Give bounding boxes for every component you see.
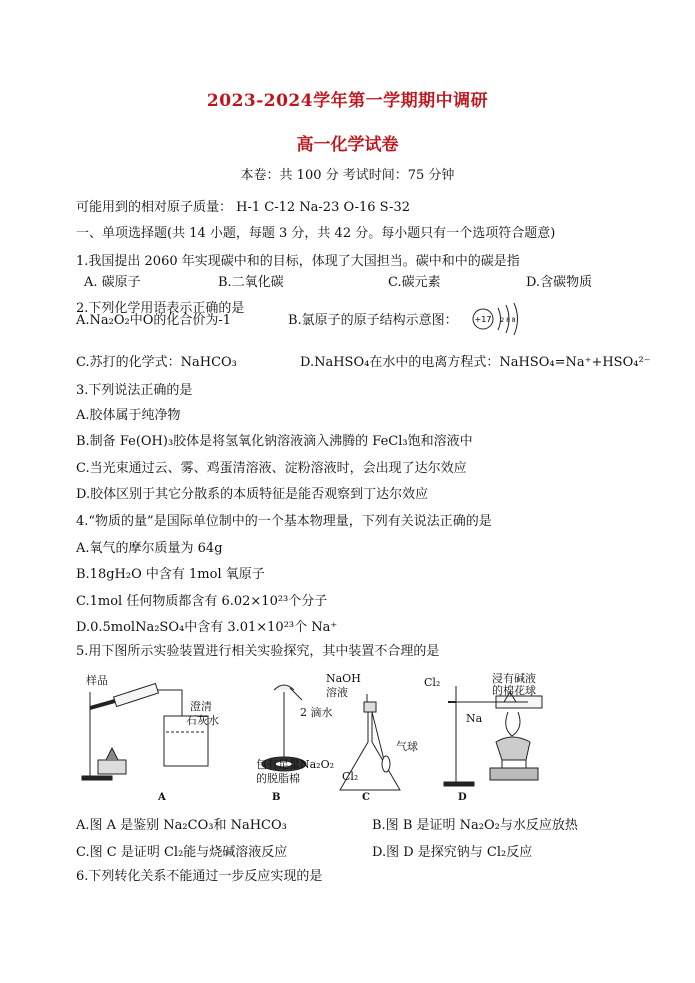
q5-option-a: A.图 A 是鉴别 Na₂CO₃和 NaHCO₃	[76, 818, 287, 833]
apparatus-d	[444, 686, 542, 786]
q3-option-d: D.胶体区别于其它分散系的本质特征是能否观察到丁达尔效应	[76, 487, 429, 502]
q4-option-d: D.0.5molNa₂SO₄中含有 3.01×10²³个 Na⁺	[76, 620, 338, 635]
apparatus-a	[82, 683, 208, 780]
q3-stem: 3.下列说法正确的是	[76, 383, 193, 398]
fig-d-cl2-label: Cl₂	[424, 676, 441, 689]
q4-option-b: B.18gH₂O 中含有 1mol 氧原子	[76, 567, 265, 582]
q5-apparatus-figure	[78, 672, 588, 804]
fig-label-c: C	[362, 792, 370, 803]
atomic-mass-line: 可能用到的相对原子质量： H-1 C-12 Na-23 O-16 S-32	[76, 200, 410, 215]
fig-label-a: A	[158, 792, 166, 803]
fig-label-d: D	[458, 792, 467, 803]
exam-subtitle: 高一化学试卷	[296, 135, 399, 155]
q4-option-c: C.1mol 任何物质都含有 6.02×10²³个分子	[76, 594, 328, 609]
fig-a-sample-label: 样品	[86, 674, 108, 687]
fig-b-cotton-label-2: 的脱脂棉	[256, 772, 300, 785]
diagram-shell-counts: 2 8 8	[500, 317, 516, 324]
fig-d-cotton-label-2: 的棉花球	[492, 684, 536, 697]
fig-a-limewater-label-2: 石灰水	[186, 714, 219, 727]
diagram-nucleus-label: +17	[474, 315, 492, 324]
fig-b-water-label: 2 滴水	[300, 706, 333, 719]
q5-stem: 5.用下图所示实验装置进行相关实验探究，其中装置不合理的是	[76, 644, 440, 659]
q2-option-c: C.苏打的化学式：NaHCO₃	[76, 355, 237, 370]
q5-option-c: C.图 C 是证明 Cl₂能与烧碱溶液反应	[76, 845, 288, 860]
fig-label-b: B	[272, 792, 281, 803]
chlorine-atom-structure-diagram	[470, 302, 530, 336]
q4-stem: 4.“物质的量”是国际单位制中的一个基本物理量，下列有关说法正确的是	[76, 514, 492, 529]
fig-c-naoh-label-2: 溶液	[326, 686, 348, 699]
fig-a-limewater-label-1: 澄清	[190, 700, 212, 713]
q3-option-a: A.胶体属于纯净物	[76, 408, 181, 423]
fig-b-cotton-label-1: 包有足量Na₂O₂	[256, 758, 335, 771]
q1-option-b: B.二氧化碳	[218, 275, 284, 290]
exam-title: 2023-2024学年第一学期期中调研	[206, 91, 489, 111]
q6-stem: 6.下列转化关系不能通过一步反应实现的是	[76, 869, 323, 884]
q5-option-d: D.图 D 是探究钠与 Cl₂反应	[372, 845, 533, 860]
q1-option-a: A. 碳原子	[84, 275, 141, 290]
fig-d-cotton-label-1: 浸有碱液	[492, 672, 536, 685]
q4-option-a: A.氧气的摩尔质量为 64g	[76, 541, 223, 556]
fig-d-na-label: Na	[466, 712, 483, 725]
fig-c-naoh-label-1: NaOH	[326, 672, 361, 685]
q2-option-d: D.NaHSO₄在水中的电离方程式：NaHSO₄=Na⁺+HSO₄²⁻	[300, 355, 651, 370]
q2-stem: 2.下列化学用语表示正确的是	[76, 301, 245, 316]
q2-option-a: A.Na₂O₂中O的化合价为-1	[76, 313, 232, 328]
exam-info: 本卷：共 100 分 考试时间：75 分钟	[240, 168, 455, 183]
section-heading: 一、单项选择题(共 14 小题，每题 3 分，共 42 分。每小题只有一个选项符合题意)	[76, 226, 556, 241]
fig-c-balloon-label: 气球	[396, 740, 418, 753]
q2-option-b: B.氯原子的原子结构示意图：	[288, 313, 458, 328]
q1-option-d: D.含碳物质	[526, 275, 593, 290]
q5-option-b: B.图 B 是证明 Na₂O₂与水反应放热	[372, 818, 578, 833]
q3-option-b: B.制备 Fe(OH)₃胶体是将氢氧化钠溶液滴入沸腾的 FeCl₃饱和溶液中	[76, 434, 473, 449]
q1-stem: 1.我国提出 2060 年实现碳中和的目标，体现了大国担当。碳中和中的碳是指	[76, 254, 520, 269]
q3-option-c: C.当光束通过云、雾、鸡蛋清溶液、淀粉溶液时，会出现了达尔效应	[76, 461, 467, 476]
q1-option-c: C.碳元素	[388, 275, 441, 290]
fig-c-cl2-label: Cl₂	[342, 770, 359, 783]
